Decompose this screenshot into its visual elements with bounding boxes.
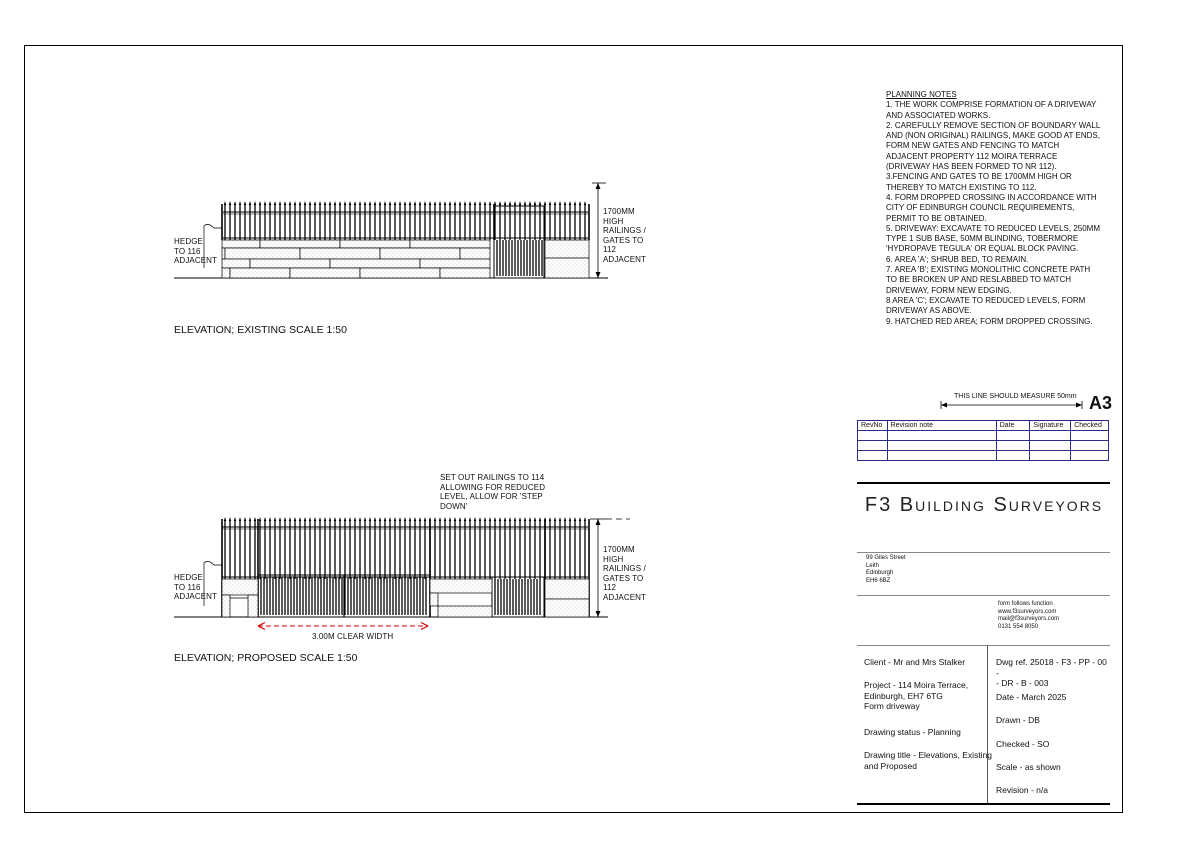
existing-hedge-label: HEDGE TO 116 ADJACENT xyxy=(174,237,218,265)
note-item: 6. AREA 'A'; SHRUB BED, TO REMAIN. xyxy=(886,254,1029,264)
checked-field: Checked - SO xyxy=(996,739,1050,749)
title-block-bottom-rule xyxy=(857,803,1110,805)
col-signature: Signature xyxy=(1030,421,1071,431)
divider xyxy=(857,645,1110,646)
note-item: 3.FENCING AND GATES TO BE 1700MM HIGH OR THEREBY TO MATCH EXISTING TO 112. xyxy=(886,172,1072,192)
title-block-column-divider xyxy=(987,645,988,805)
note-item: 9. HATCHED RED AREA; FORM DROPPED CROSSING. xyxy=(886,316,1093,326)
revision-table-header xyxy=(858,421,1109,431)
existing-height-label: 1700MM HIGH RAILINGS / GATES TO 112 ADJACENT xyxy=(603,207,647,264)
col-checked: Checked xyxy=(1071,421,1109,431)
table-row xyxy=(858,451,1109,461)
planning-notes-title: PLANNING NOTES xyxy=(886,90,957,99)
divider xyxy=(857,595,1110,596)
drawn-field: Drawn - DB xyxy=(996,715,1040,725)
divider xyxy=(857,552,1110,553)
note-item: 5. DRIVEWAY: EXCAVATE TO REDUCED LEVELS, 250MM TYPE 1 SUB BASE, 50MM BLINDING, TOBERMORE 'HYDROPAVE TEGULA' OR EQUAL BLOCK PAVING. xyxy=(886,223,1100,254)
project-field: Project - 114 Moira Terrace, Edinburgh, EH7 6TG Form driveway xyxy=(864,680,969,711)
col-revision-note: Revision note xyxy=(887,421,996,431)
proposed-elevation-caption: ELEVATION; PROPOSED SCALE 1:50 xyxy=(174,652,358,664)
date-field: Date - March 2025 xyxy=(996,692,1067,702)
dwg-ref-field: Dwg ref. 25018 - F3 - PP - 00 - - DR - B - 003 xyxy=(996,657,1107,688)
firm-name: F3 Building Surveyors xyxy=(864,494,1104,516)
proposed-height-label: 1700MM HIGH RAILINGS / GATES TO 112 ADJACENT xyxy=(603,545,647,602)
table-row xyxy=(858,441,1109,451)
status-field: Drawing status - Planning xyxy=(864,727,961,737)
firm-contact: form follows function www.f3surveyors.com mail@f3surveyors.com 0131 554 8050 xyxy=(998,601,1060,630)
scale-check-text: THIS LINE SHOULD MEASURE 50mm xyxy=(954,393,1077,400)
client-field: Client - Mr and Mrs Stalker xyxy=(864,657,966,667)
existing-elevation-caption: ELEVATION; EXISTING SCALE 1:50 xyxy=(174,324,347,336)
title-block-top-rule xyxy=(857,482,1110,484)
firm-address: 99 Giles Street Leith Edinburgh EH6 6BZ xyxy=(866,555,906,584)
proposed-hedge-label: HEDGE TO 116 ADJACENT xyxy=(174,573,218,601)
table-row xyxy=(858,431,1109,441)
note-item: 4. FORM DROPPED CROSSING IN ACCORDANCE WITH CITY OF EDINBURGH COUNCIL REQUIREMENTS, PERMIT TO BE OBTAINED. xyxy=(886,192,1097,223)
drawing-title-field: Drawing title - Elevations, Existing and Proposed xyxy=(864,750,993,771)
note-item: 2. CAREFULLY REMOVE SECTION OF BOUNDARY WALL AND (NON ORIGINAL) RAILINGS, MAKE GOOD AT ENDS, FORM NEW GATES AND FENCING TO MATCH ADJACENT PROPERTY 112 MOIRA TERRACE (DRIVEWAY HAS BEEN FORMED TO NR 112). xyxy=(886,120,1100,172)
col-date: Date xyxy=(996,421,1030,431)
col-revno: RevNo xyxy=(858,421,888,431)
note-item: 8 AREA 'C'; EXCAVATE TO REDUCED LEVELS, FORM DRIVEWAY AS ABOVE. xyxy=(886,295,1086,316)
note-item: 1. THE WORK COMPRISE FORMATION OF A DRIVEWAY AND ASSOCIATED WORKS. xyxy=(886,100,1097,120)
clear-width-label: 3.00M CLEAR WIDTH xyxy=(312,632,394,641)
revision-field: Revision - n/a xyxy=(996,785,1048,795)
revision-table xyxy=(857,420,1109,461)
setout-note: SET OUT RAILINGS TO 114 ALLOWING FOR REDUCED LEVEL, ALLOW FOR 'STEP DOWN' xyxy=(440,473,546,511)
sheet-size-label: A3 xyxy=(1089,393,1113,413)
scale-field: Scale - as shown xyxy=(996,762,1061,772)
note-item: 7. AREA 'B'; EXISTING MONOLITHIC CONCRETE PATH TO BE BROKEN UP AND RESLABBED TO MATCH DRIVEWAY, FORM NEW EDGING. xyxy=(886,265,1091,295)
